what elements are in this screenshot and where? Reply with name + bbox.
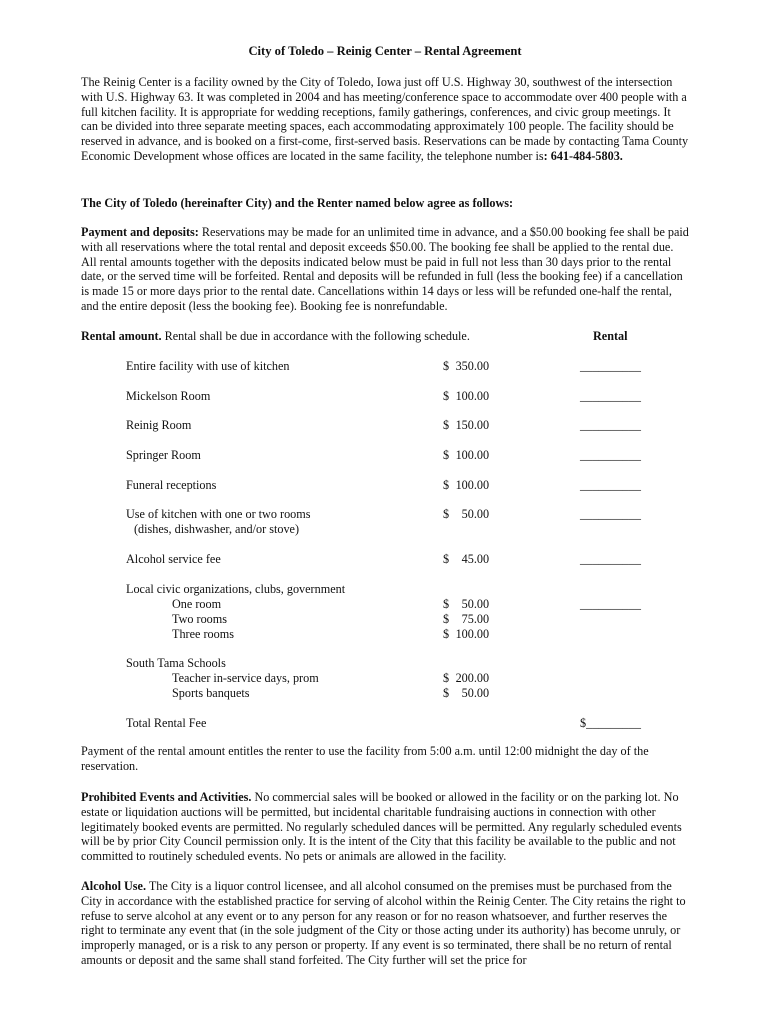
rental-intro	[81, 329, 470, 344]
rental-item-label: Teacher in-service days, prom	[172, 671, 319, 685]
rental-group-label: South Tama Schools	[126, 656, 226, 670]
prohibited-paragraph	[81, 790, 689, 864]
rental-item-label: Alcohol service fee	[126, 552, 221, 566]
rental-item-note: (dishes, dishwasher, and/or stove)	[134, 522, 300, 536]
rental-item-label: Springer Room	[126, 448, 201, 462]
rental-item-label: Three rooms	[172, 627, 234, 641]
rental-item-amount: $ 100.00	[443, 478, 490, 492]
rental-item-amount: $ 100.00	[443, 389, 490, 403]
rental-intro-text: Rental shall be due in accordance with the following schedule.	[161, 329, 470, 343]
total-rental-label: Total Rental Fee	[126, 716, 207, 730]
alcohol-paragraph	[81, 879, 689, 968]
alcohol-text: The City is a liquor control licensee, and all alcohol consumed on the premises must be purchased from the City in accordance with the established practice for serving of alcohol within the Reinig Center. The City retains the right to refuse to serve alcohol at any event or to any person for any reason or for no reason whatsoever, and further reserves the right to terminate any event that (in the sole judgment of the City or those acting under its authority) has become unruly, or improperly managed, or is a risk to any person or property. If any event is so terminated, there shall be no return of rental amounts or deposit and the same shall stand forfeited. The City further will set the price for	[81, 879, 686, 967]
payment-paragraph	[81, 225, 689, 314]
payment-text: Reservations may be made for an unlimited time in advance, and a $50.00 booking fee shall be paid with all reservations where the total rental and deposit exceeds $50.00. The booking fee shall be applied to the rental due. All rental amounts together with the deposits indicated below must be paid in full not less than 30 days prior to the rental date, or the served time will be forfeited. Rental and deposits will be refunded in full (less the booking fee) if a cancellation is made 15 or more days prior to the rental date. Cancellations within 14 days or less will be refunded one-half the rental, and the entire deposit (less the booking fee). Booking fee is nonrefundable.	[81, 225, 689, 313]
rental-heading: Rental amount.	[81, 329, 162, 343]
rental-item-amount: $ 100.00	[443, 448, 490, 462]
rental-group-label: Local civic organizations, clubs, government	[126, 582, 346, 596]
rental-column-label: Rental	[593, 329, 628, 343]
agreement-heading: The City of Toledo (hereinafter City) and the Renter named below agree as follows:	[81, 196, 514, 210]
rental-item-amount: $ 50.00	[443, 507, 490, 521]
rental-item-amount: $ 100.00	[443, 627, 490, 641]
intro-paragraph	[81, 75, 689, 164]
rental-item-amount: $ 350.00	[443, 359, 490, 373]
prohibited-text: No commercial sales will be booked or allowed in the facility or on the parking lot. No estate or liquidation auctions will be permitted, but incidental charitable fundraising auctions in connection with other legitimately booked events are permitted. No regularly scheduled dances will be permitted. Any regularly scheduled events will be by prior City Council permission only. It is the intent of the City that this facility be available to the public and not committed to routinely scheduled events. No pets or animals are allowed in the facility.	[81, 790, 682, 864]
phone-number: : 641-484-5803.	[543, 148, 623, 163]
document-title: City of Toledo – Reinig Center – Rental Agreement	[248, 44, 522, 58]
rental-item-label: Entire facility with use of kitchen	[126, 359, 290, 373]
rental-item-amount: $ 75.00	[443, 612, 490, 626]
rental-item-amount: $ 200.00	[443, 671, 490, 685]
rental-fill-in-line[interactable]: __________	[580, 359, 641, 373]
rental-fill-in-line[interactable]: __________	[580, 478, 641, 492]
rental-fill-in-line[interactable]: __________	[580, 507, 641, 521]
rental-item-amount: $ 150.00	[443, 418, 490, 432]
rental-item-label: Funeral receptions	[126, 478, 217, 492]
rental-item-label: One room	[172, 597, 222, 611]
rental-item-label: Mickelson Room	[126, 389, 211, 403]
rental-item-amount: $ 50.00	[443, 597, 490, 611]
prohibited-heading: Prohibited Events and Activities.	[81, 790, 252, 804]
rental-item-label: Two rooms	[172, 612, 228, 626]
total-rental-fill-in-line[interactable]: $_________	[580, 716, 641, 730]
rental-fill-in-line[interactable]: __________	[580, 552, 641, 566]
payment-note-paragraph: Payment of the rental amount entitles the renter to use the facility from 5:00 a.m. until 12:00 midnight the day of the reservation.	[81, 744, 649, 773]
rental-item-label: Use of kitchen with one or two rooms	[126, 507, 311, 521]
rental-item-amount: $ 45.00	[443, 552, 490, 566]
rental-fill-in-line[interactable]: __________	[580, 389, 641, 403]
alcohol-heading: Alcohol Use.	[81, 879, 146, 893]
rental-item-label: Reinig Room	[126, 418, 192, 432]
intro-text: The Reinig Center is a facility owned by the City of Toledo, Iowa just off U.S. Highway 30, southwest of the intersection with U.S. Highway 63. It was completed in 2004 and has meeting/conference space to accommodate over 400 people with a full kitchen facility. It is appropriate for wedding receptions, family gatherings, conferences, and civic group meetings. It can be divided into three separate meeting spaces, each accommodating approximately 100 people. The facility should be reserved in advance, and is booked on a first-come, first-served basis. Reservations can be made by contacting Tama County Economic Development whose offices are located in the same facility, the telephone number is	[81, 75, 689, 163]
rental-fill-in-line[interactable]: __________	[580, 448, 641, 462]
rental-item-label: Sports banquets	[172, 686, 250, 700]
rental-fill-in-line[interactable]: __________	[580, 597, 641, 611]
payment-heading: Payment and deposits:	[81, 225, 199, 239]
rental-item-amount: $ 50.00	[443, 686, 490, 700]
rental-fill-in-line[interactable]: __________	[580, 418, 641, 432]
